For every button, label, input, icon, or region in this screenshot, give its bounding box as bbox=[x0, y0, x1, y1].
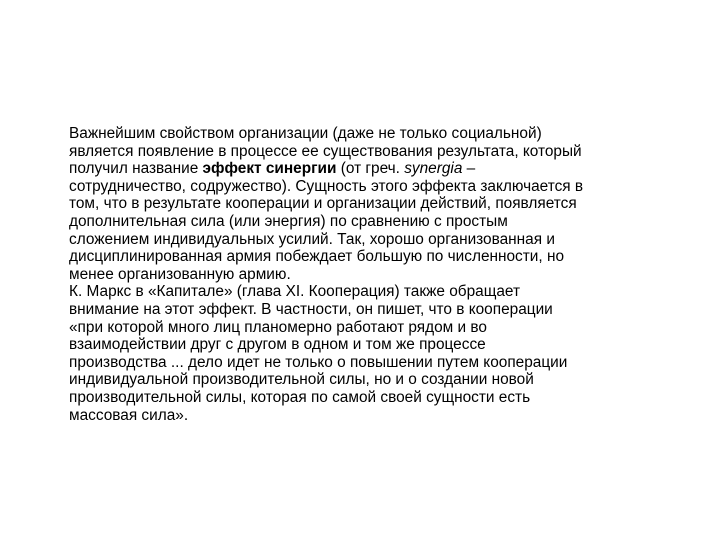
text-segment: менее организованную армию. bbox=[69, 265, 291, 283]
text-line bbox=[69, 336, 681, 354]
text-line bbox=[69, 407, 681, 425]
text-line bbox=[69, 283, 681, 301]
text-line bbox=[69, 389, 681, 407]
text-segment: является появление в процессе ее существования результата, который bbox=[69, 142, 582, 160]
text-line bbox=[69, 248, 681, 266]
text-line bbox=[69, 143, 681, 161]
text-line bbox=[69, 213, 681, 231]
text-line bbox=[69, 354, 681, 372]
text-segment: К. Маркс в «Капитале» (глава XI. Кооперация) также обращает bbox=[69, 283, 521, 301]
text-segment: Важнейшим свойством организации (даже не только социальной) bbox=[69, 125, 542, 142]
text-segment: дополнительная сила (или энергия) по сравнению с простым bbox=[69, 212, 508, 230]
italic-term: synergia bbox=[404, 160, 463, 178]
text-segment: «при которой много лиц планомерно работают рядом и во bbox=[69, 318, 487, 336]
text-line bbox=[69, 231, 681, 249]
text-segment: производительной силы, которая по самой своей сущности есть bbox=[69, 388, 531, 406]
text-segment: индивидуальной производительной силы, но и о создании новой bbox=[69, 371, 534, 389]
text-segment: взаимодействии друг с другом в одном и том же процессе bbox=[69, 336, 486, 354]
bold-term: эффект синергии bbox=[202, 160, 337, 178]
text-segment: (от греч. bbox=[336, 160, 405, 178]
text-segment: – bbox=[462, 160, 476, 178]
text-line bbox=[69, 125, 681, 143]
text-line bbox=[69, 371, 681, 389]
text-segment: дисциплинированная армия побеждает большую по численности, но bbox=[69, 248, 565, 266]
text-segment: внимание на этот эффект. В частности, он пишет, что в кооперации bbox=[69, 300, 553, 318]
text-segment: сложением индивидуальных усилий. Так, хорошо организованная и bbox=[69, 230, 555, 248]
text-line bbox=[69, 319, 681, 337]
text-line bbox=[69, 160, 681, 178]
text-line bbox=[69, 178, 681, 196]
text-segment: массовая сила». bbox=[69, 406, 189, 424]
body-text bbox=[69, 125, 681, 424]
text-segment: сотрудничество, содружество). Сущность этого эффекта заключается в bbox=[69, 177, 584, 195]
text-segment: производства ... дело идет не только о повышении путем кооперации bbox=[69, 353, 568, 371]
text-line bbox=[69, 301, 681, 319]
text-line bbox=[69, 195, 681, 213]
text-segment: получил название bbox=[69, 160, 203, 178]
text-line bbox=[69, 266, 681, 284]
text-segment: том, что в результате кооперации и организации действий, появляется bbox=[69, 195, 577, 213]
